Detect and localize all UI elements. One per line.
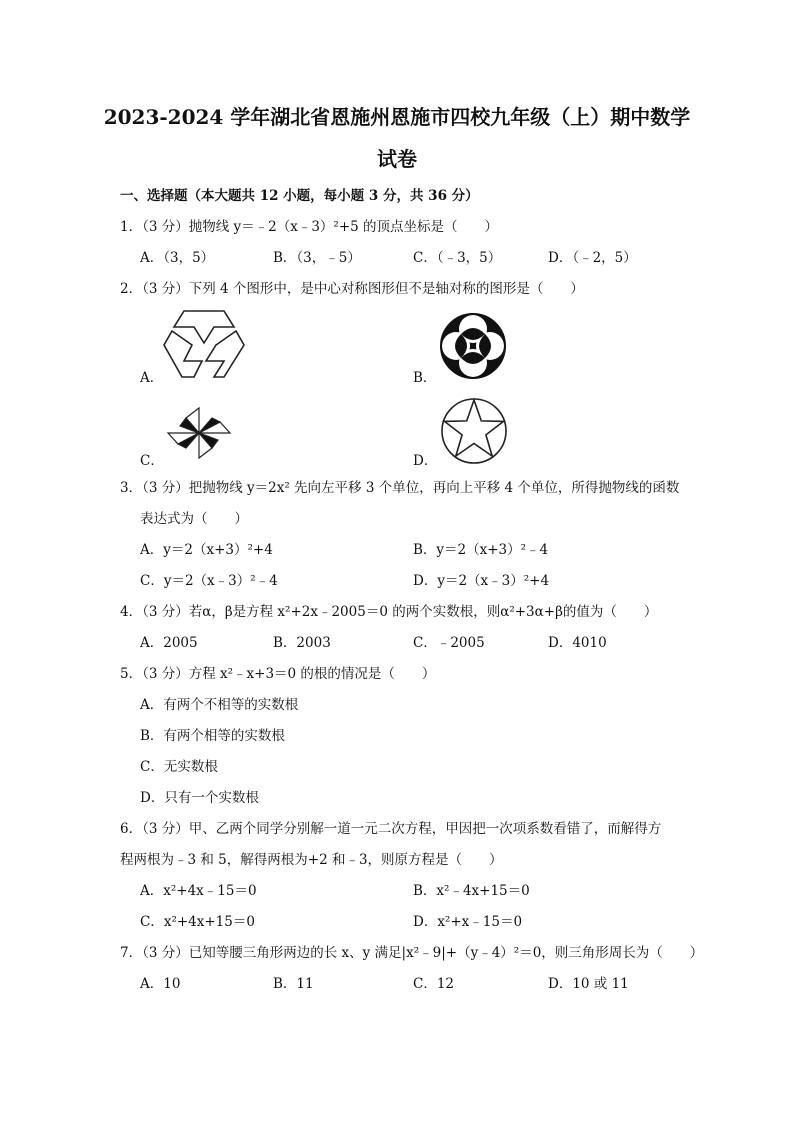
q6-option-d: D．x²+x﹣15＝0 (413, 914, 523, 930)
section-heading: 一、选择题（本大题共 12 小题，每小题 3 分，共 36 分） (120, 188, 479, 204)
q1-option-a: A．（3，5） (140, 250, 215, 266)
q7-option-b: B．11 (273, 976, 314, 992)
q1-option-c: C．（﹣3，5） (413, 250, 502, 266)
q7-option-a: A．10 (140, 976, 181, 992)
q4-option-a: A．2005 (140, 635, 198, 651)
q3-option-d: D．y＝2（x﹣3）²+4 (413, 573, 550, 589)
exam-title-line2: 试卷 (377, 147, 417, 171)
q5-option-b: B．有两个相等的实数根 (140, 728, 285, 744)
four-petal-circle-figure (439, 312, 507, 380)
q3-option-c: C．y＝2（x﹣3）²﹣4 (140, 573, 278, 589)
q4-option-b: B．2003 (273, 635, 331, 651)
pinwheel-figure (162, 404, 236, 462)
question-5-stem: 5．（3 分）方程 x²﹣x+3＝0 的根的情况是（ ） (120, 666, 436, 682)
question-4-stem: 4．（3 分）若α，β是方程 x²+2x﹣2005＝0 的两个实数根，则α²+3α+β的值为（ ） (120, 604, 658, 620)
q5-option-d: D．只有一个实数根 (140, 790, 259, 806)
question-2-stem: 2．（3 分）下列 4 个图形中，是中心对称图形但不是轴对称的图形是（ ） (120, 281, 584, 297)
q3-option-b: B．y＝2（x+3）²﹣4 (413, 542, 549, 558)
q2-label-a: A． (140, 370, 164, 386)
q4-option-d: D．4010 (548, 635, 607, 651)
q1-option-b: B．（3，﹣5） (273, 250, 361, 266)
q4-option-c: C．﹣2005 (413, 635, 485, 651)
question-6-stem-line1: 6．（3 分）甲、乙两个同学分别解一道一元二次方程，甲因把一次项系数看错了，而解得方 (120, 821, 662, 837)
star-in-circle-figure (439, 396, 509, 466)
q2-label-b: B． (413, 370, 437, 386)
question-6-stem-line2: 程两根为﹣3 和 5，解得两根为+2 和﹣3，则原方程是（ ） (120, 852, 503, 868)
hexagon-arrows-figure (162, 307, 246, 379)
q7-option-c: C．12 (413, 976, 455, 992)
q6-option-a: A．x²+4x﹣15＝0 (140, 883, 257, 899)
q7-option-d: D．10 或 11 (548, 976, 629, 992)
q1-option-d: D．（﹣2，5） (548, 250, 637, 266)
q5-option-c: C．无实数根 (140, 759, 218, 775)
q3-option-a: A．y＝2（x+3）²+4 (140, 542, 273, 558)
question-3-stem-line2: 表达式为（ ） (140, 511, 248, 527)
exam-title-line1: 2023-2024 学年湖北省恩施州恩施市四校九年级（上）期中数学 (103, 105, 691, 129)
q2-label-c: C． (140, 453, 164, 469)
q6-option-b: B．x²﹣4x+15＝0 (413, 883, 530, 899)
q2-label-d: D． (413, 453, 438, 469)
q6-option-c: C．x²+4x+15＝0 (140, 914, 255, 930)
question-3-stem-line1: 3．（3 分）把抛物线 y＝2x² 先向左平移 3 个单位，再向上平移 4 个单位，所得抛物线的函数 (120, 480, 680, 496)
question-1-stem: 1．（3 分）抛物线 y＝﹣2（x﹣3）²+5 的顶点坐标是（ ） (120, 219, 499, 235)
q5-option-a: A．有两个不相等的实数根 (140, 697, 299, 713)
question-7-stem: 7．（3 分）已知等腰三角形两边的长 x、y 满足|x²﹣9|+（y﹣4）²＝0，则三角形周长为（ ） (120, 945, 704, 961)
